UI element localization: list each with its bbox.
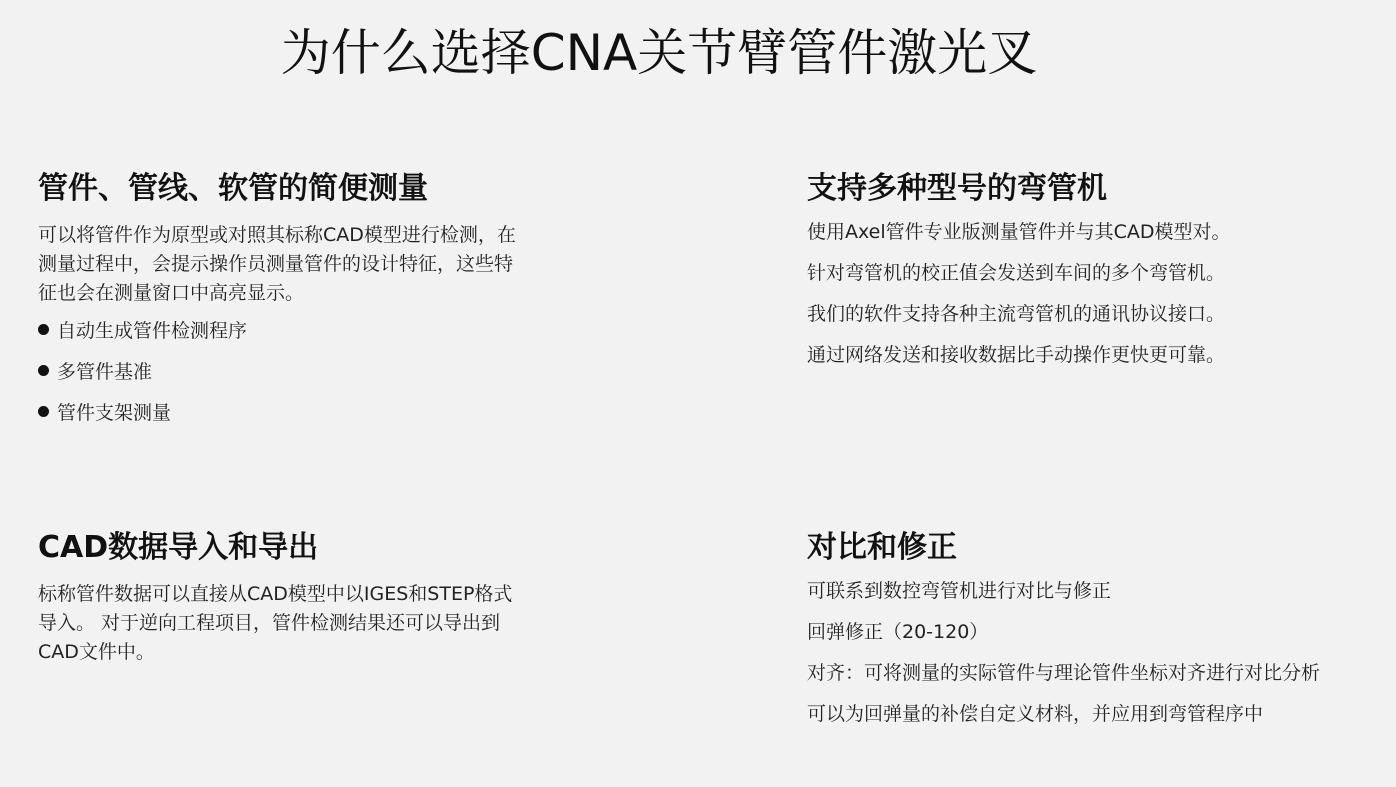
text-line: 使用Axel管件专业版测量管件并与其CAD模型对。 — [807, 221, 1231, 243]
page-title: 为什么选择CNA关节臂管件激光叉 — [280, 24, 1038, 82]
section-heading: CAD数据导入和导出 — [38, 530, 319, 565]
bullet-icon — [38, 324, 49, 335]
list-item — [38, 393, 518, 434]
bullet-icon — [38, 406, 49, 417]
list-item-text: 自动生成管件检测程序 — [57, 320, 248, 342]
text-line: 回弹修正（20-120） — [807, 621, 989, 643]
section-cad-import-export — [38, 528, 518, 667]
section-compare-correct — [807, 528, 1367, 735]
section-heading: 对比和修正 — [807, 530, 957, 565]
text-line: 我们的软件支持各种主流弯管机的通讯协议接口。 — [807, 303, 1226, 325]
section-heading: 管件、管线、软管的简便测量 — [38, 171, 428, 206]
section-bender-support — [807, 169, 1367, 376]
text-line: 可联系到数控弯管机进行对比与修正 — [807, 580, 1112, 602]
feature-list — [38, 311, 518, 434]
text-line: 通过网络发送和接收数据比手动操作更快更可靠。 — [807, 344, 1226, 366]
list-item-text: 多管件基准 — [57, 361, 153, 383]
text-line: 可以为回弹量的补偿自定义材料，并应用到弯管程序中 — [807, 703, 1264, 725]
section-heading: 支持多种型号的弯管机 — [807, 171, 1107, 206]
text-line: 针对弯管机的校正值会发送到车间的多个弯管机。 — [807, 262, 1226, 284]
text-line: 对齐：可将测量的实际管件与理论管件坐标对齐进行对比分析 — [807, 662, 1321, 684]
section-paragraph: 可以将管件作为原型或对照其标称CAD模型进行检测，在测量过程中，会提示操作员测量管件的设计特征，这些特征也会在测量窗口中高亮显示。 — [38, 224, 516, 304]
bullet-icon — [38, 365, 49, 376]
section-lines — [807, 212, 1367, 376]
list-item — [38, 352, 518, 393]
section-tube-measurement — [38, 169, 518, 434]
list-item-text: 管件支架测量 — [57, 402, 172, 424]
section-lines — [807, 571, 1367, 735]
section-paragraph: 标称管件数据可以直接从CAD模型中以IGES和STEP格式导入。 对于逆向工程项目，管件检测结果还可以导出到CAD文件中。 — [38, 583, 513, 663]
list-item — [38, 311, 518, 352]
